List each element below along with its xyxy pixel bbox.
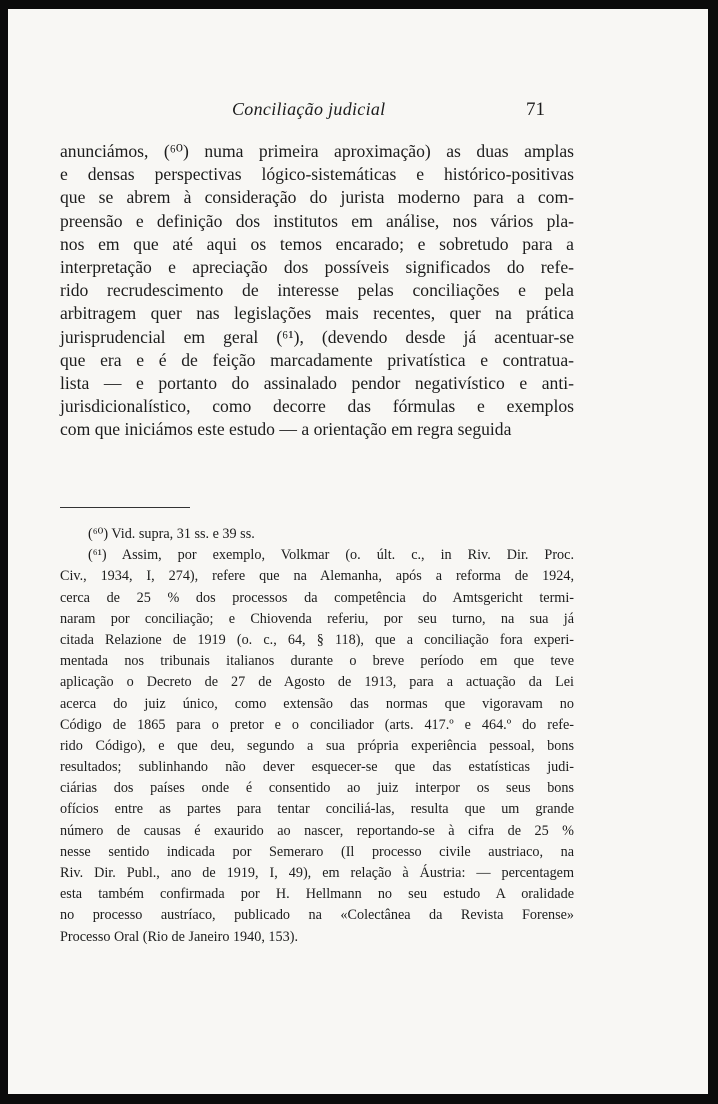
text-line: com que iniciámos este estudo — a orientação em regra seguida	[60, 419, 512, 440]
footnote-61-line: citada Relazione de 1919 (o. c., 64, § 118), que a conciliação fora experi-	[60, 631, 574, 648]
footnote-61-line: Código de 1865 para o pretor e o conciliador (arts. 417.º e 464.º do refe-	[60, 716, 574, 733]
footnote-61-line: naram por conciliação; e Chiovenda referiu, por seu turno, na sua já	[60, 610, 574, 627]
footnote-61-line: número de causas é exaurido ao nascer, reportando-se à cifra de 25 %	[60, 822, 574, 839]
text-line: nos em que até aqui os temos encarado; e sobretudo para a	[60, 233, 574, 254]
text-line: anunciámos, (⁶⁰) numa primeira aproximação) as duas amplas	[60, 141, 574, 161]
footnote-61-line: resultados; sublinhando não dever esquecer-se que das estatísticas judi-	[60, 759, 574, 776]
text-line: rido recrudescimento de interesse pelas conciliações e pela	[60, 280, 574, 301]
book-page	[8, 9, 708, 1094]
footnote-61-line: rido Código), e que deu, segundo a sua própria experiência pessoal, bons	[60, 737, 574, 754]
footnotes	[60, 524, 574, 948]
page-number: 71	[526, 99, 545, 120]
text-line: preensão e definição dos institutos em análise, nos vários pla-	[60, 210, 574, 231]
footnote-61-line: aplicação o Decreto de 27 de Agosto de 1913, para a actuação da Lei	[60, 674, 574, 691]
footnote-61-line: nesse sentido indicada por Semeraro (Il processo civile austriaco, na	[60, 843, 574, 860]
footnote-61-line: mentada nos tribunais italianos durante o breve período em que teve	[60, 653, 574, 670]
footnote-61-line: acerca do juiz único, como extensão das normas que vigoravam no	[60, 695, 574, 712]
footnote-separator	[60, 507, 190, 508]
footnote-61-line: Processo Oral (Rio de Janeiro 1940, 153).	[60, 928, 298, 945]
text-line: que era e é de feição marcadamente privatística e contratua-	[60, 349, 574, 370]
footnote-61-line: Riv. Dir. Publ., ano de 1919, I, 49), em relação à Áustria: — percentagem	[60, 865, 574, 881]
footnote-61-line: (⁶¹) Assim, por exemplo, Volkmar (o. últ. c., in Riv. Dir. Proc.	[88, 547, 574, 564]
footnote-61-line: no processo austríaco, publicado na «Colectânea da Revista Forense»	[60, 907, 574, 924]
text-line: que se abrem à consideração do jurista moderno para a com-	[60, 187, 574, 208]
main-text	[60, 140, 574, 441]
running-title: Conciliação judicial	[232, 99, 386, 119]
footnote-61-line: ciárias dos países onde é consentido ao juiz interpor os seus bons	[60, 780, 574, 797]
text-line: e densas perspectivas lógico-sistemáticas e histórico-positivas	[60, 164, 574, 185]
text-line: interpretação e apreciação dos possíveis significados do refe-	[60, 256, 574, 277]
text-line: arbitragem quer nas legislações mais recentes, quer na prática	[60, 303, 574, 324]
text-line: lista — e portanto do assinalado pendor negativístico e anti-	[60, 372, 574, 393]
text-line: jurisprudencial em geral (⁶¹), (devendo desde já acentuar-se	[60, 326, 574, 347]
footnote-61-line: esta também confirmada por H. Hellmann no seu estudo A oralidade	[60, 886, 574, 903]
footnote-61-line: cerca de 25 % dos processos da competência do Amtsgericht termi-	[60, 589, 574, 606]
footnote-61-line: Civ., 1934, I, 274), refere que na Alemanha, após a reforma de 1924,	[60, 568, 574, 585]
text-line: jurisdicionalístico, como decorre das fórmulas e exemplos	[60, 396, 574, 417]
footnote-60: (⁶⁰) Vid. supra, 31 ss. e 39 ss.	[88, 526, 255, 542]
page-header	[8, 91, 708, 131]
footnote-61-line: ofícios entre as partes para tentar conciliá-las, resulta que um grande	[60, 801, 574, 818]
